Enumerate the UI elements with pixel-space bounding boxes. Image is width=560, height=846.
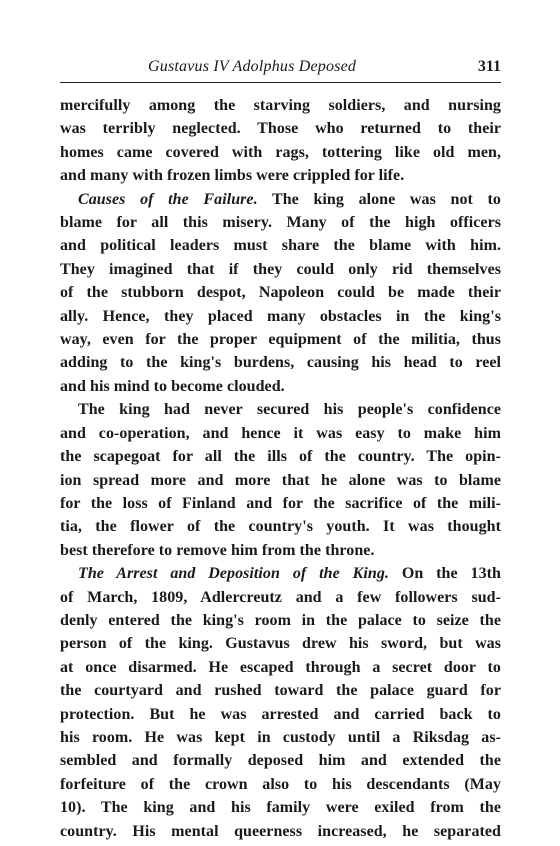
page-number: 311	[477, 58, 501, 75]
text-line: for the loss of Finland and for the sacrifice of the mili-	[60, 494, 501, 512]
text-line: blame for all this misery. Many of the high officers	[60, 214, 501, 232]
text-line: and political leaders must share the blame with him.	[60, 237, 501, 255]
body-text	[60, 94, 501, 843]
running-title: Gustavus IV Adolphus Deposed	[148, 58, 357, 75]
text-line: The king had never secured his people's confidence	[78, 401, 501, 419]
text-line: of the stubborn despot, Napoleon could be made their	[60, 284, 501, 302]
text-line: 10). The king and his family were exiled from the	[60, 799, 501, 817]
text-line: of March, 1809, Adlercreutz and a few followers sud-	[60, 588, 501, 606]
paragraph-1	[60, 94, 501, 188]
sidehead-causes-of-the-failure: Causes of the Failure.	[78, 190, 258, 208]
text-line: the courtyard and rushed toward the palace guard for	[60, 682, 501, 700]
text-line: ion spread more and more that he alone was to blame	[60, 471, 501, 489]
text-line: ally. Hence, they placed many obstacles in the king's	[60, 307, 501, 325]
text-line: his room. He was kept in custody until a Riksdag as-	[60, 728, 501, 746]
text-line: and co-operation, and hence it was easy to make him	[60, 424, 501, 442]
text-line-content: On the 13th	[388, 565, 501, 583]
text-line	[60, 188, 501, 211]
book-page	[60, 56, 501, 843]
text-line: protection. But he was arrested and carried back to	[60, 705, 501, 723]
text-line: sembled and formally deposed him and extended the	[60, 752, 501, 770]
paragraph-2	[60, 188, 501, 399]
text-line: They imagined that if they could only rid themselves	[60, 260, 501, 278]
paragraph-3	[60, 398, 501, 562]
text-line: and many with frozen limbs were crippled for life.	[60, 167, 405, 185]
text-line: at once disarmed. He escaped through a secret door to	[60, 658, 501, 676]
text-line: adding to the king's burdens, causing his head to reel	[60, 354, 501, 372]
text-line: and his mind to become clouded.	[60, 377, 285, 395]
text-line: was terribly neglected. Those who returned to their	[60, 120, 501, 138]
text-line: tia, the flower of the country's youth. It was thought	[60, 518, 501, 536]
text-line: way, even for the proper equipment of the militia, thus	[60, 331, 501, 349]
text-line: best therefore to remove him from the throne.	[60, 541, 375, 559]
text-line-content: The king alone was not to	[257, 190, 501, 208]
running-head	[60, 56, 501, 80]
text-line: country. His mental queerness increased, he separated	[60, 822, 501, 840]
text-line: person of the king. Gustavus drew his sword, but was	[60, 635, 501, 653]
text-line	[60, 562, 501, 585]
paragraph-4	[60, 562, 501, 843]
header-rule	[60, 82, 501, 83]
text-line: forfeiture of the crown also to his descendants (May	[60, 775, 501, 793]
text-line: denly entered the king's room in the palace to seize the	[60, 611, 501, 629]
sidehead-arrest-and-deposition: The Arrest and Deposition of the King.	[78, 565, 389, 583]
text-line: homes came covered with rags, tottering like old men,	[60, 143, 501, 161]
text-line: the scapegoat for all the ills of the country. The opin-	[60, 448, 501, 466]
text-line: mercifully among the starving soldiers, and nursing	[60, 97, 501, 114]
